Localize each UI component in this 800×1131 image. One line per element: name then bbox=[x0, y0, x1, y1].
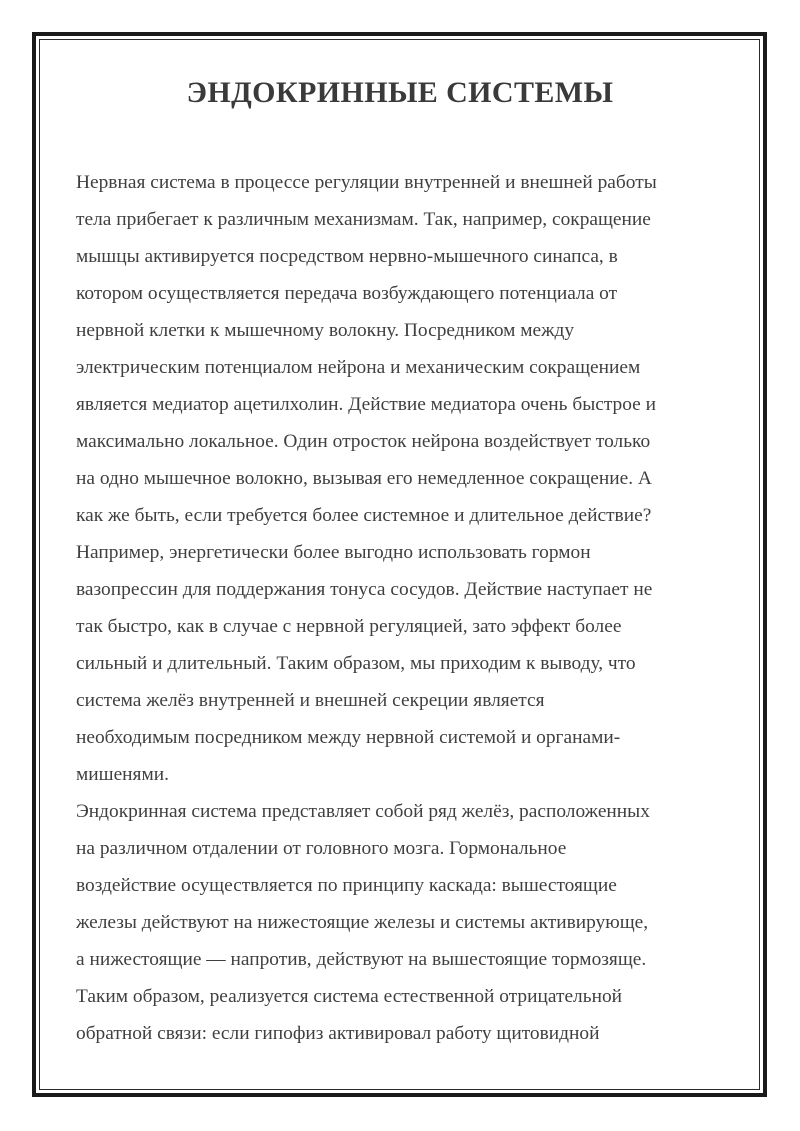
text-line: обратной связи: если гипофиз активировал работу щитовидной bbox=[76, 1023, 600, 1044]
text-line: вазопрессин для поддержания тонуса сосудов. Действие наступает не bbox=[76, 579, 653, 600]
text-line: на одно мышечное волокно, вызывая его немедленное сокращение. А bbox=[76, 468, 652, 489]
text-line: как же быть, если требуется более системное и длительное действие? bbox=[76, 505, 652, 526]
text-line: а нижестоящие — напротив, действуют на вышестоящие тормозяще. bbox=[76, 949, 647, 970]
text-line: на различном отдалении от головного мозга. Гормональное bbox=[76, 838, 567, 859]
text-line: Нервная система в процессе регуляции внутренней и внешней работы bbox=[76, 172, 657, 193]
text-line: Эндокринная система представляет собой ряд желёз, расположенных bbox=[76, 801, 650, 822]
text-line: мышцы активируется посредством нервно-мышечного синапса, в bbox=[76, 246, 618, 267]
document-title: ЭНДОКРИННЫЕ СИСТЕМЫ bbox=[186, 76, 614, 109]
text-line: воздействие осуществляется по принципу каскада: вышестоящие bbox=[76, 875, 617, 896]
text-line: максимально локальное. Один отросток нейрона воздействует только bbox=[76, 431, 651, 452]
text-line: котором осуществляется передача возбуждающего потенциала от bbox=[76, 283, 618, 304]
text-line: так быстро, как в случае с нервной регуляцией, зато эффект более bbox=[76, 616, 622, 637]
text-line: Например, энергетически более выгодно использовать гормон bbox=[76, 542, 591, 563]
text-line: железы действуют на нижестоящие железы и системы активирующе, bbox=[76, 912, 649, 933]
text-line: электрическим потенциалом нейрона и механическим сокращением bbox=[76, 357, 641, 378]
body-text bbox=[76, 164, 736, 1052]
text-line: нервной клетки к мышечному волокну. Посредником между bbox=[76, 320, 575, 341]
text-line: сильный и длительный. Таким образом, мы приходим к выводу, что bbox=[76, 653, 636, 674]
text-line: мишенями. bbox=[76, 764, 169, 785]
text-line: тела прибегает к различным механизмам. Так, например, сокращение bbox=[76, 209, 651, 230]
text-line: Таким образом, реализуется система естественной отрицательной bbox=[76, 986, 623, 1007]
text-line: система желёз внутренней и внешней секреции является bbox=[76, 690, 545, 711]
text-line: является медиатор ацетилхолин. Действие медиатора очень быстрое и bbox=[76, 394, 657, 415]
text-line: необходимым посредником между нервной системой и органами- bbox=[76, 727, 621, 748]
